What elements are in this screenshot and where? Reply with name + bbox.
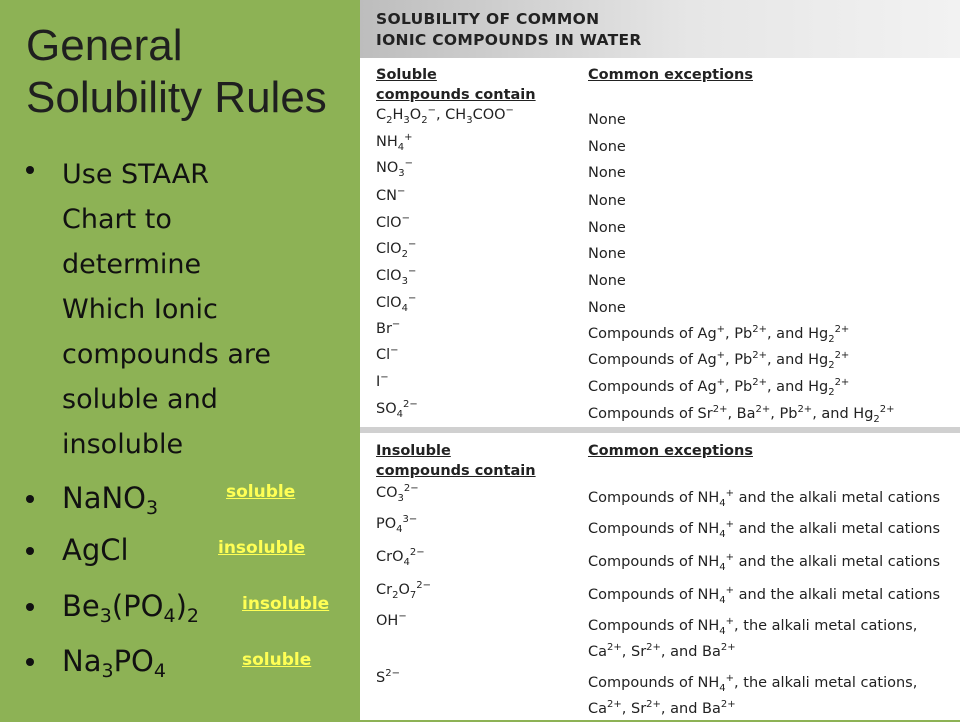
- ion-formula: $PO_4^{3-}$: [376, 514, 418, 535]
- common-exception: None: [588, 273, 626, 289]
- insoluble-row: [360, 668, 960, 717]
- insoluble-row: [360, 582, 960, 606]
- common-exception: None: [588, 246, 626, 262]
- chart-header: [360, 0, 960, 58]
- insoluble-row: [360, 485, 960, 509]
- section-divider: [360, 427, 960, 433]
- common-exception: Compounds of $NH_4^+$ and the alkali metal cations: [588, 552, 940, 573]
- compound-formula: $Be_3(PO_4)_2$: [62, 589, 199, 627]
- intro-line: Chart to: [62, 204, 172, 235]
- ion-formula: ClO$_3$−: [376, 266, 417, 287]
- common-exception: Compounds of $Sr^{2+}$, $Ba^{2+}$, $Pb^{2+}$, and $Hg_2^{2+}$: [588, 404, 895, 425]
- bullet-dot: [26, 547, 34, 555]
- ion-formula: $SO_4^{2-}$: [376, 399, 418, 420]
- intro-line: soluble and: [62, 384, 218, 415]
- ion-formula: $Cr_2O_7^{2-}$: [376, 580, 432, 601]
- soluble-exceptions-header-text: Common exceptions: [588, 67, 753, 83]
- soluble-row: [360, 215, 960, 239]
- solubility-chart: [360, 0, 960, 720]
- ion-formula: ClO$_4$−: [376, 293, 417, 314]
- bullet-instructions-text: [62, 152, 322, 467]
- common-exception: None: [588, 139, 626, 155]
- intro-line: determine: [62, 249, 202, 280]
- bullet-dot: [26, 166, 34, 174]
- soluble-row: [360, 268, 960, 292]
- slide-title: General Solubility Rules: [26, 21, 327, 122]
- insoluble-header-line-2: compounds contain: [376, 463, 536, 479]
- common-exception: None: [588, 165, 626, 181]
- chart-title-line-1: SOLUBILITY OF COMMON: [376, 10, 600, 28]
- ion-formula: $CO_3^{2-}$: [376, 483, 419, 504]
- common-exception: None: [588, 112, 626, 128]
- soluble-row: [360, 107, 960, 131]
- common-exception: None: [588, 220, 626, 236]
- insoluble-header-line-1: Insoluble: [376, 443, 451, 459]
- common-exception: Compounds of $NH_4^+$ and the alkali metal cations: [588, 519, 940, 540]
- answer-link[interactable]: soluble: [242, 650, 312, 670]
- ion-formula: Cl−: [376, 345, 399, 363]
- ion-formula: $NO_3^-$: [376, 158, 414, 179]
- ion-formula: $S^{2-}$: [376, 668, 400, 686]
- soluble-row: [360, 188, 960, 212]
- soluble-row: [360, 321, 960, 345]
- soluble-row: [360, 401, 960, 425]
- insoluble-row: [360, 516, 960, 540]
- common-exception: Compounds of Ag+, $Pb^{2+}$, and $Hg_2^{2+}$: [588, 377, 850, 398]
- compound-formula: NaNO$_3$: [62, 481, 159, 519]
- soluble-exceptions-header: [588, 65, 753, 85]
- ion-formula: ClO−: [376, 213, 410, 231]
- ion-formula: I−: [376, 372, 389, 390]
- common-exception: Compounds of $NH_4^+$, the alkali metal cations, $Ca^{2+}$, $Sr^{2+}$, and $Ba^{2+}$: [588, 673, 918, 717]
- soluble-header-line-1: Soluble: [376, 67, 437, 83]
- ion-formula: Br−: [376, 319, 401, 337]
- compound-formula: AgCl: [62, 533, 129, 567]
- bullet-dot: [26, 658, 34, 666]
- common-exception: Compounds of $NH_4^+$, the alkali metal cations, $Ca^{2+}$, $Sr^{2+}$, and $Ba^{2+}$: [588, 616, 918, 660]
- intro-line: insoluble: [62, 429, 184, 460]
- insoluble-row: [360, 611, 960, 660]
- insoluble-row: [360, 549, 960, 573]
- common-exception: Compounds of $NH_4^+$ and the alkali metal cations: [588, 585, 940, 606]
- chart-title-line-2: IONIC COMPOUNDS IN WATER: [376, 31, 642, 49]
- soluble-header-line-2: compounds contain: [376, 87, 536, 103]
- common-exception: Compounds of Ag+, $Pb^{2+}$, and $Hg_2^{2+}$: [588, 324, 850, 345]
- compound-formula: $Na_3PO_4$: [62, 644, 166, 682]
- soluble-row: [360, 374, 960, 398]
- answer-link[interactable]: insoluble: [242, 594, 330, 614]
- common-exception: None: [588, 300, 626, 316]
- ion-formula: OH−: [376, 611, 407, 629]
- ion-formula: CN−: [376, 186, 406, 204]
- insoluble-column-header: [376, 441, 536, 481]
- common-exception: None: [588, 193, 626, 209]
- ion-formula: $NH_4^+$: [376, 132, 413, 153]
- ion-formula: $C_2H_3O_2^-$, $CH_3COO^-$: [376, 105, 514, 126]
- intro-line: compounds are: [62, 339, 271, 370]
- soluble-row: [360, 160, 960, 184]
- answer-link[interactable]: insoluble: [218, 538, 306, 558]
- bullet-dot: [26, 603, 34, 611]
- soluble-row: [360, 347, 960, 371]
- insoluble-exceptions-header: [588, 441, 753, 461]
- common-exception: Compounds of Ag+, $Pb^{2+}$, and $Hg_2^{2+}$: [588, 350, 850, 371]
- soluble-row: [360, 134, 960, 158]
- answer-link[interactable]: soluble: [226, 482, 296, 502]
- intro-line: Which Ionic: [62, 294, 218, 325]
- bullet-dot: [26, 495, 34, 503]
- insoluble-exceptions-header-text: Common exceptions: [588, 443, 753, 459]
- soluble-row: [360, 295, 960, 319]
- soluble-row: [360, 241, 960, 265]
- intro-line: Use STAAR: [62, 159, 210, 190]
- soluble-column-header: [376, 65, 536, 105]
- ion-formula: ClO$_2$−: [376, 239, 417, 260]
- ion-formula: CrO$_4^{2-}$: [376, 547, 425, 568]
- common-exception: Compounds of $NH_4^+$ and the alkali metal cations: [588, 488, 940, 509]
